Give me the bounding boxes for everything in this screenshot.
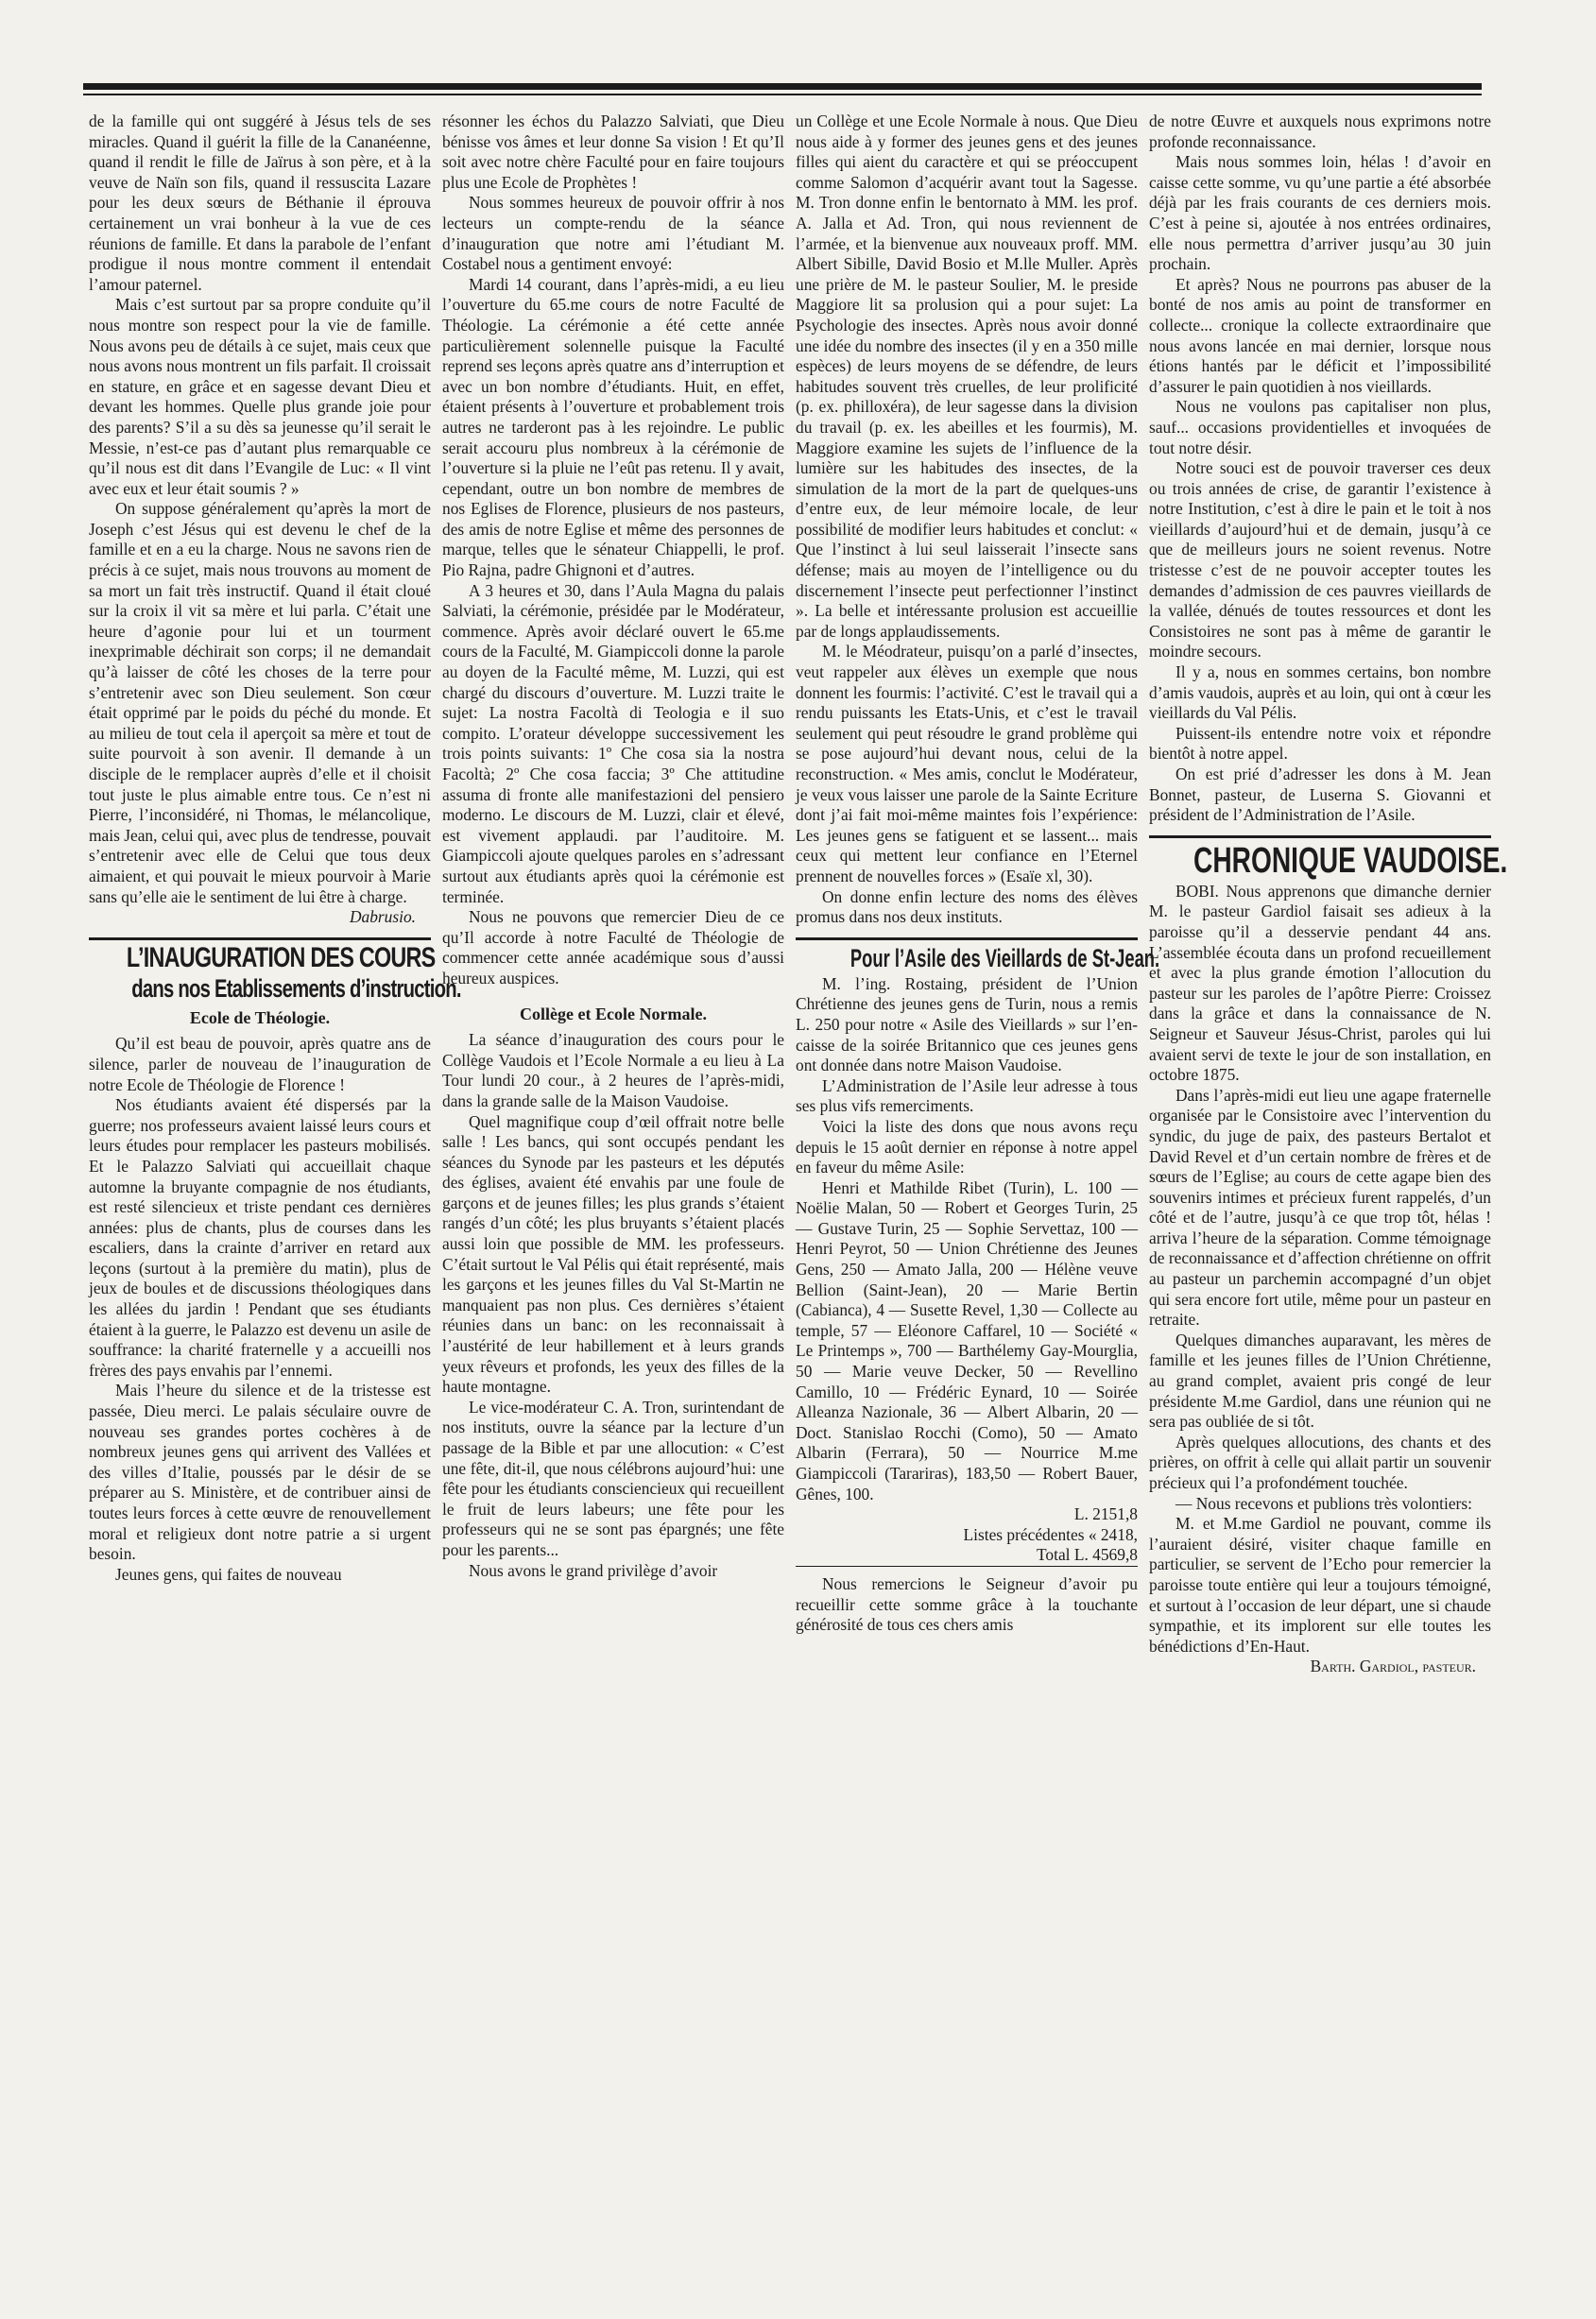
article-paragraph: résonner les échos du Palazzo Salviati, que Dieu bénisse vos âmes et leur donne Sa vision ! Et qu’Il soit avec notre chère Faculté pour en faire toujours plus une Ecole de Prophètes ! [442, 112, 784, 192]
article-paragraph: M. et M.me Gardiol ne pouvant, comme ils l’auraient désiré, visiter chaque famille en particulier, se servent de l’Echo pour remercier la paroisse toute entière qui leur a toujours témoigné, et surtout à l’occasion de leur départ, une si chaude sympathie, et its implorent sur elle toutes les bénédictions d’En-Haut. [1149, 1514, 1491, 1656]
masthead-rule-thin [83, 94, 1482, 95]
chronique-headline: CHRONIQUE VAUDOISE. [1193, 840, 1508, 881]
article-paragraph: Henri et Mathilde Ribet (Turin), L. 100 — Noëlie Malan, 50 — Robert et Georges Turin, 25 — Gustave Turin, 25 — Sophie Servettaz, 100 — Henri Peyrot, 50 — Union Chrétienne des Jeunes Gens, 250 — Amato Jalla, 200 — Hélène veuve Bellion (Saint-Jean), 20 — Marie Bertin (Cabianca), 4 — Susette Revel, 1,30 — Collecte au temple, 57 — Eléonore Caffarel, 10 — Société « Le Printemps », 700 — Barthélemy Gay-Mourglia, 50 — Marie veuve Decker, 50 — Revellino Camillo, 10 — Frédéric Eynard, 10 — Soirée Alleanza Nazionale, 36 — Albert Albarin, 20 — Doct. Stanislao Rocchi (Como), 50 — Amato Albarin (Ferrara), 50 — Nourrice M.me Giampiccoli (Tarariras), 183,50 — Robert Bauer, Gênes, 100. [796, 1177, 1138, 1503]
article-paragraph: A 3 heures et 30, dans l’Aula Magna du palais Salviati, la cérémonie, présidée par le Modérateur, commence. Après avoir déclaré ouvert le 65.me cours de la Faculté, M. Giampiccoli donne la parole au doyen de la Faculté même, M. Luzzi, qui est chargé du discours d’ouverture. M. Luzzi traite le sujet: La nostra Facoltà di Teologia e il suo compito. L’orateur développe successivement les trois points suivants: 1º Che cosa sia la nostra Facoltà; 2º Che cosa faccia; 3º Che attitudine assuma di fronte alle manifestazioni del pensiero moderno. Le discours de M. Luzzi, clair et élevé, est vivement applaudi. par l’auditoire. M. Giampiccoli ajoute quelques paroles en s’adressant surtout aux étudiants après quoi la cérémonie est terminée. [442, 580, 784, 906]
spacer [442, 989, 784, 999]
article-paragraph: Quelques dimanches auparavant, les mères de famille et les jeunes filles de l’Union Chrétienne, au grand complet, avaient pris congé de leur présidente M.me Gardiol, dans une réunion qui ne sera pas oubliée de si tôt. [1149, 1330, 1491, 1432]
subsection-title: Ecole de Théologie. [189, 1007, 331, 1027]
article-paragraph: Et après? Nous ne pourrons pas abuser de la bonté de nos amis au point de transformer en collecte... cronique la collecte extraordinaire que nous avons lancée en mai dernier, lorsque nous étions hantés par le déficit et l’impossibilité d’assurer le pain quotidien à nos vieillards. [1149, 274, 1491, 396]
subsection-title: Collège et Ecole Normale. [520, 1004, 707, 1023]
article-paragraph: Mais l’heure du silence et de la tristesse est passée, Dieu merci. Le palais séculaire ouvre de nouveau ses grandes portes cochères à de nombreux jeunes gens qui arrivent des Vallées et des villes d’Italie, poussés par le désir de se préparer au S. Ministère, et de contribuer ainsi de toutes leurs forces à cette œuvre de renouvellement moral et religieux dont notre patrie a si urgent besoin. [89, 1381, 431, 1564]
article-paragraph: Nos étudiants avaient été dispersés par la guerre; nos professeurs avaient laissé leurs cours et leurs études pour remplacer les pasteurs mobilisés. Et le Palazzo Salviati qui accueillait chaque automne la bruyante compagnie de nos étudiants, est resté silencieux et triste pendant ces dernières années: plus de chants, plus de courses dans les escaliers, dans la crainte d’arriver en retard aux leçons (surtout à la première du matin), plus de jeux de boules et de discussions théologiques dans les allées du jardin ! Pendant que ses étudiants étaient à la guerre, le Palazzo est devenu un asile de souffrance: la charité fraternelle y a accueilli nos frères des pays envahis par l’ennemi. [89, 1095, 431, 1380]
article-paragraph: Puissent-ils entendre notre voix et répondre bientôt à notre appel. [1149, 723, 1491, 764]
article-paragraph: M. le Méodrateur, puisqu’on a parlé d’insectes, veut rappeler aux élèves un exemple que nous donnent les fourmis: l’activité. C’est le travail qui a rendu puissants les Etats-Unis, et c’est le travail seulement qui peut résoudre le grand problème qui se pose aujourd’hui devant nous, celui de la reconstruction. « Mes amis, conclut le Modérateur, je veux vous laisser une parole de la Sainte Ecriture dont j’ai fait moi-même maintes fois l’expérience: Les jeunes gens se fatiguent et se lassent... mais ceux qui mettent leur confiance en l’Eternel prennent de nouvelles forces » (Esaïe xl, 30). [796, 642, 1138, 885]
column-1 [89, 112, 461, 1585]
article-paragraph: Nous ne voulons pas capitaliser non plus, sauf... occasions providentielles et invoquées de tout notre désir. [1149, 397, 1491, 457]
article-paragraph: Jeunes gens, qui faites de nouveau [115, 1564, 342, 1584]
article-paragraph: Quel magnifique coup d’œil offrait notre belle salle ! Les bancs, qui sont occupés pendant les séances du Synode par les pasteurs et les députés des églises, avaient été envahis par une foule de garçons et de jeunes filles; les plus grands s’étaient rangés d’un côté; les plus bruyants s’étaient placés aussi loin que possible de MM. les professeurs. C’était surtout le Val Pélis qui était représenté, mais les garçons et les jeunes filles du Val St-Martin ne manquaient pas non plus. Ces dernières s’étaient réunies dans un banc: on les reconnaissait à l’austérité de leur habillement et à leurs grands yeux rêveurs et profonds, les yeux des filles de la haute montagne. [442, 1111, 784, 1397]
column-2 [442, 112, 784, 1581]
article-paragraph: On suppose généralement qu’après la mort de Joseph c’est Jésus qui est devenu le chef de la famille et en a eu la charge. Nous ne savons rien de précis à ce sujet, mais nous trouvons au moment de sa mort un fait très instructif. Quand il était cloué sur la croix il vit sa mère et lui parla. C’était une heure d’agonie pour lui et un tourment inexprimable déchirait son corps; il ne demandait qu’à laisser de côté les choses de la terre pour s’entretenir avec son Dieu seulement. Son cœur était opprimé par le poids du péché du monde. Et au milieu de tout cela il aperçoit sa mère et tout de suite pourvoit à son avenir. Il demande à un disciple de le remplacer auprès d’elle et il choisit tout juste le plus aimable entre tous. Ce n’est ni Pierre, l’inconsidéré, ni Thomas, le mélancolique, mais Jean, celui qui, avec plus de tendresse, pouvait s’entretenir avec elle de Celui que tous deux aimaient, et qui pouvait le mieux pourvoir à Marie sans qu’elle aie le sentiment de lui être à charge. [89, 499, 431, 906]
article-paragraph: Nous avons le grand privilège d’avoir [469, 1560, 718, 1580]
article-paragraph: Dans l’après-midi eut lieu une agape fraternelle organisée par le Consistoire avec l’intervention du syndic, du juge de paix, des pasteurs Bertalot et David Revel et d’un certain nombre de frères et de sœurs de l’Eglise; au cours de cette agape bien des souvenirs intimes et précieux furent rappelés, d’un côté et de l’autre, jusqu’à ce que trop tôt, hélas ! arriva l’heure de la séparation. Comme témoignage de reconnaissance et d’affection chrétienne on offrit au pasteur un parchemin accompagné d’un objet qui sera encore fort utile, même pour un pasteur en retraite. [1149, 1085, 1491, 1330]
column-3 [796, 112, 1160, 1636]
article-paragraph: de notre Œuvre et auxquels nous exprimons notre profonde reconnaissance. [1149, 112, 1491, 151]
section-subheadline: dans nos Etablissements d’instruction. [131, 973, 461, 1003]
section-rule [796, 937, 1138, 940]
column-4 [1149, 112, 1508, 1677]
article-paragraph: Nous remercions le Seigneur d’avoir pu recueillir cette somme grâce à la touchante générosité de tous ces chers amis [796, 1573, 1138, 1635]
article-paragraph: Après quelques allocutions, des chants et des prières, on offrit à celle qui allait partir un souvenir précieux qui l’a profondément touchée. [1149, 1432, 1491, 1492]
article-paragraph: Voici la liste des dons que nous avons reçu depuis le 15 août dernier en réponse à notre appel en faveur du même Asile: [796, 1116, 1138, 1177]
article-paragraph: Mais c’est surtout par sa propre conduite qu’il nous montre son respect pour la vie de famille. Nous avons peu de détails à ce sujet, mais ceux que nous avons nous montrent un fils parfait. Il croissait en stature, en grâce et en sagesse devant Dieu et devant les hommes. Quelle plus grande joie pour des parents? S’il a su dès sa jeunesse qu’il serait le Messie, n’est-ce pas d’autant plus remarquable ce qu’il nous est dit dans l’Evangile de Luc: « Il vint avec eux et leur était soumis ? » [89, 295, 431, 498]
article-paragraph: Nous ne pouvons que remercier Dieu de ce qu’Il accorde à notre Faculté de Théologie de commencer cette année académique sous d’aussi heureux auspices. [442, 907, 784, 988]
article-paragraph: Mais nous sommes loin, hélas ! d’avoir en caisse cette somme, vu qu’une partie a été absorbée déjà par les frais courants de ces derniers mois. C’est à peine si, ajoutée à nos entrées ordinaires, elle nous permettra d’arriver jusqu’au 30 juin prochain. [1149, 152, 1491, 274]
donation-total-line: Total L. 4569,8 [1037, 1545, 1138, 1565]
article-paragraph: Mardi 14 courant, dans l’après-midi, a eu lieu l’ouverture du 65.me cours de notre Faculté de Théologie. La cérémonie a été cette année particulièrement solennelle puisque la Faculté reprend ses leçons après quatre ans d’interruption et avec un bon nombre d’étudiants. Huit, en effet, étaient présents à l’ouverture et probablement trois autres ne tarderont pas à les rejoindre. Le public serait accouru plus nombreux à la cérémonie de l’ouverture si la pluie ne l’eût pas retenu. Il y avait, cependant, outre un bon nombre de membres de nos Eglises de Florence, plusieurs de nos pasteurs, des amis de notre Eglise et même des personnes de marque, telles que le sénateur Chiappelli, le prof. Pio Rajna, padre Ghignoni et d’autres. [442, 274, 784, 580]
section-rule [89, 937, 431, 940]
author-signature: Dabrusio. [349, 907, 416, 927]
article-paragraph: Il y a, nous en sommes certains, bon nombre d’amis vaudois, auprès et au loin, qui ont à cœur les vieillards du Val Pélis. [1149, 662, 1491, 723]
asile-headline: Pour l’Asile des Vieillards de St-Jean. [849, 943, 1160, 972]
donation-total-line: Listes précédentes « 2418, [963, 1524, 1138, 1544]
article-paragraph: La séance d’inauguration des cours pour le Collège Vaudois et l’Ecole Normale a eu lieu à La Tour lundi 20 cour., à 2 heures de l’après-midi, dans la grande salle de la Maison Vaudoise. [442, 1030, 784, 1110]
masthead-rule [83, 83, 1482, 90]
donation-total-line: L. 2151,8 [1073, 1504, 1138, 1524]
section-headline: L’INAUGURATION DES COURS [126, 941, 436, 973]
article-paragraph: On est prié d’adresser les dons à M. Jean Bonnet, pasteur, de Luserna S. Giovanni et président de l’Administration de l’Asile. [1149, 764, 1491, 825]
article-paragraph: de la famille qui ont suggéré à Jésus tels de ses miracles. Quand il guérit la fille de la Cananéenne, quand il rendit le fille de Jaïrus à son père, et à la veuve de Naïn son fils, quand il ressuscita Lazare pour les deux sœurs de Béthanie il éprouva certainement un vrai bonheur à la vue de ces réunions de famille. Et dans la parabole de l’enfant prodigue il nous montre comment il entendait l’amour paternel. [89, 112, 431, 294]
article-paragraph: Nous sommes heureux de pouvoir offrir à nos lecteurs un compte-rendu de la séance d’inauguration que notre ami l’étudiant M. Costabel nous a gentiment envoyé: [442, 193, 784, 274]
section-rule [1149, 835, 1491, 838]
article-paragraph: On donne enfin lecture des noms des élèves promus dans nos deux instituts. [796, 886, 1138, 927]
author-signature: Barth. Gardiol, pasteur. [1310, 1657, 1476, 1676]
article-paragraph: — Nous recevons et publions très volontiers: [1176, 1493, 1472, 1513]
article-paragraph: un Collège et une Ecole Normale à nous. Que Dieu nous aide à y former des jeunes gens et des jeunes filles qui aient du caractère et qui se préoccupent comme Salomon d’acquérir avant tout la Sagesse. M. Tron donne enfin le bentornato à MM. les prof. A. Jalla et Ad. Tron, qui nous reviennent de l’armée, et la bienvenue aux nouveaux proff. MM. Albert Sibille, David Bosio et M.lle Muller. Après une prière de M. le pasteur Soulier, M. le preside Maggiore lit sa prolusion qui a pour sujet: La Psychologie des insectes. Après nous avoir donné une idée du nombre des insectes (il y en a 350 mille espèces) de leurs moyens de se défendre, de leurs habitudes souvent très cruelles, de leur prolificité (p. ex. philloxéra), de leur sagesse dans la division du travail (p. ex. les abeilles et les fourmis), M. Maggiore examine les sujets de l’influence de la lumière sur les habitudes des insectes, de la simulation de la mort de la part de quelques-uns d’entre eux, de leur mémoire locale, de leur possibilité de modifier leurs habitudes et conclut: « Que l’instinct à lui seul laisserait l’insecte sans défense; mais au moyen de l’intelligence ou du discernement l’insecte peut perfectionner l’instinct ». La belle et intéressante prolusion est accueillie par de longs applaudissements. [796, 112, 1138, 641]
article-paragraph: M. l’ing. Rostaing, président de l’Union Chrétienne des jeunes gens de Turin, nous a remis L. 250 pour notre « Asile des Vieillards » sur l’en-caisse de la soirée Britannico que ces jeunes gens ont donnée dans notre Maison Vaudoise. [796, 973, 1138, 1075]
article-paragraph: Qu’il est beau de pouvoir, après quatre ans de silence, parler de nouveau de l’inauguration de notre Ecole de Théologie de Florence ! [89, 1034, 431, 1094]
article-paragraph: Le vice-modérateur C. A. Tron, surintendant de nos instituts, ouvre la séance par la lecture d’un passage de la Bible et par une allocution: « C’est une fête, dit-il, que nous célébrons aujourd’hui: une fête pour les étudiants consciencieux qui recueillent le fruit de leurs labeurs; une fête pour les professeurs qui ne se sont pas épargnés; une fête pour les parents... [442, 1397, 784, 1559]
article-paragraph: Notre souci est de pouvoir traverser ces deux ou trois années de crise, de garantir l’existence à notre Institution, c’est à dire le pain et le toit à nos vieillards d’aujourd’hui et de demain, jusqu’à ce que de meilleurs jours ne soient revenus. Notre tristesse c’est de ne pouvoir accepter toutes les demandes d’admission de ces pauvres vieillards de la vallée, dénués de toutes ressources et dont les Consistoires ne sont pas à même de garantir le moindre secours. [1149, 458, 1491, 661]
total-rule [796, 1566, 1138, 1567]
article-paragraph: BOBI. Nous apprenons que dimanche dernier M. le pasteur Gardiol faisait ses adieux à la paroisse qu’il a desservie pendant 44 ans. L’assemblée écouta dans un profond recueillement et avec la plus grande émotion l’allocution du pasteur sur les paroles de l’apôtre Pierre: Croissez dans la grâce et dans la connaissance de N. Seigneur et Sauveur Jésus-Christ, paroles qui lui avaient servi de texte le jour de son installation, en octobre 1875. [1149, 881, 1491, 1085]
article-paragraph: L’Administration de l’Asile leur adresse à tous ses plus vifs remerciments. [796, 1075, 1138, 1116]
